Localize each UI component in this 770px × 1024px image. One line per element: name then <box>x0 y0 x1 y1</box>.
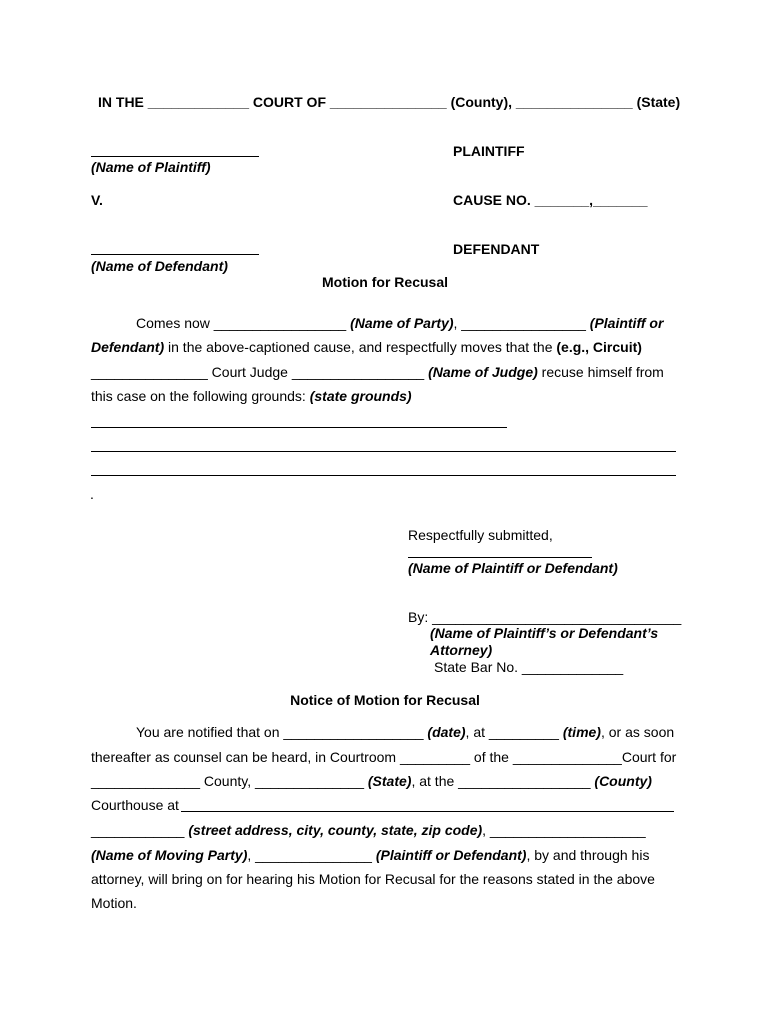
party-name-label: (Name of Plaintiff or Defendant) <box>408 560 618 576</box>
grounds-blank-3[interactable] <box>91 475 676 476</box>
courthouse-address-blank[interactable] <box>181 811 674 812</box>
state-bar-number: State Bar No. _____________ <box>434 659 624 675</box>
grounds-blank-1[interactable] <box>91 427 507 428</box>
notice-line-2: thereafter as counsel can be heard, in Courtroom _________ of the ______________Court for <box>91 749 677 765</box>
motion-line-2: Defendant) in the above-captioned cause, and respectfully moves that the (e.g., Circuit) <box>91 339 642 355</box>
plaintiff-name-label: (Name of Plaintiff) <box>91 159 211 175</box>
motion-title: Motion for Recusal <box>321 274 448 290</box>
notice-line-7: attorney, will bring on for hearing his Motion for Recusal for the reasons stated in the above <box>91 871 655 887</box>
notice-title: Notice of Motion for Recusal <box>290 692 480 708</box>
notice-line-5: ____________ (street address, city, county, state, zip code), ____________________ <box>91 822 646 838</box>
defendant-name-label: (Name of Defendant) <box>91 258 228 274</box>
defendant-label: DEFENDANT <box>453 241 540 257</box>
notice-line-8: Motion. <box>91 895 137 911</box>
versus-label: V. <box>91 192 103 208</box>
plaintiff-name-blank[interactable] <box>91 156 259 157</box>
respectfully-submitted: Respectfully submitted, <box>408 527 553 543</box>
motion-line-1: Comes now _________________ (Name of Party), ________________ (Plaintiff or <box>136 315 664 331</box>
party-signature-blank[interactable] <box>408 557 592 558</box>
motion-line-4: this case on the following grounds: (state grounds) <box>91 388 412 404</box>
attorney-signature-line: By: ________________________________ <box>408 609 682 625</box>
attorney-name-label-2: Attorney) <box>430 642 493 658</box>
defendant-name-blank[interactable] <box>91 254 259 255</box>
grounds-period: . <box>90 486 94 502</box>
notice-line-3: ______________ County, ______________ (State), at the _________________ (County) <box>91 773 652 789</box>
cause-number: CAUSE NO. _______,_______ <box>453 192 648 208</box>
notice-line-4: Courthouse at <box>91 797 179 813</box>
motion-line-3: _______________ Court Judge _________________ (Name of Judge) recuse himself from <box>91 364 664 380</box>
attorney-name-label-1: (Name of Plaintiff’s or Defendant’s <box>430 625 659 641</box>
plaintiff-label: PLAINTIFF <box>453 143 525 159</box>
grounds-blank-2[interactable] <box>91 451 676 452</box>
notice-line-1: You are notified that on __________________ (date), at _________ (time), or as soon <box>136 724 675 740</box>
court-heading: IN THE _____________ COURT OF _______________ (County), _______________ (State) <box>98 94 681 110</box>
notice-line-6: (Name of Moving Party), _______________ (Plaintiff or Defendant), by and through his <box>91 847 650 863</box>
